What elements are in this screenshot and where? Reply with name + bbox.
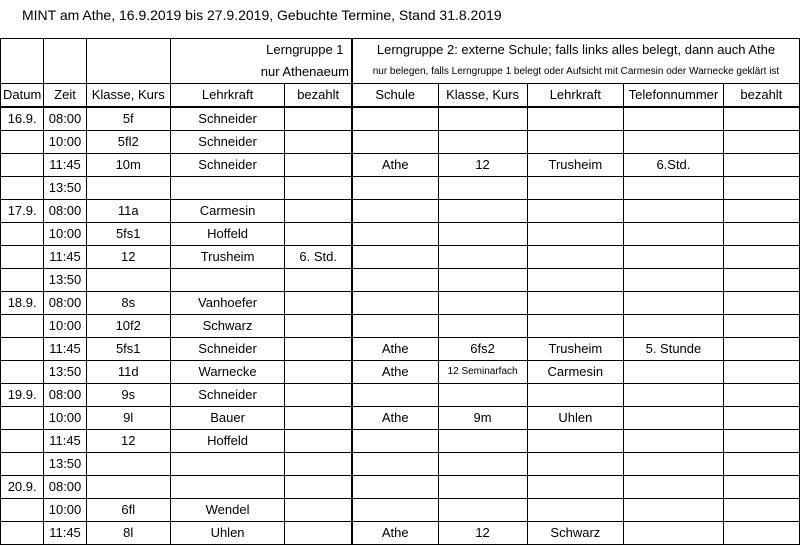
cell-bezahlt-2 (723, 131, 799, 154)
cell-zeit: 13:50 (44, 453, 86, 476)
cell-zeit: 10:00 (44, 223, 86, 246)
cell-telefonnummer (624, 361, 724, 384)
cell-lehrkraft: Uhlen (170, 522, 285, 545)
cell-datum (1, 407, 44, 430)
blank-cell (44, 39, 86, 62)
cell-lehrkraft: Schneider (170, 154, 285, 177)
cell-klasse: 5f (86, 107, 170, 131)
cell-telefonnummer (624, 453, 724, 476)
cell-datum (1, 499, 44, 522)
header-schule: Schule (352, 84, 438, 108)
cell-zeit: 10:00 (44, 407, 86, 430)
cell-lehrkraft-2 (527, 269, 624, 292)
cell-telefonnummer (624, 407, 724, 430)
cell-bezahlt-2 (723, 407, 799, 430)
cell-zeit: 13:50 (44, 269, 86, 292)
cell-zeit: 11:45 (44, 522, 86, 545)
cell-zeit: 11:45 (44, 338, 86, 361)
cell-datum: 20.9. (1, 476, 44, 499)
blank-cell (44, 61, 86, 84)
cell-telefonnummer (624, 107, 724, 131)
cell-bezahlt (285, 154, 352, 177)
cell-lehrkraft (170, 269, 285, 292)
header-zeit: Zeit (44, 84, 86, 108)
cell-klasse: 5fs1 (86, 223, 170, 246)
cell-lehrkraft-2 (527, 223, 624, 246)
header-lehrkraft: Lehrkraft (170, 84, 285, 108)
cell-klasse-2 (438, 131, 527, 154)
table-row (1, 154, 800, 177)
cell-bezahlt (285, 315, 352, 338)
cell-bezahlt (285, 223, 352, 246)
cell-klasse-2: 12 (438, 154, 527, 177)
cell-telefonnummer (624, 200, 724, 223)
cell-schule: Athe (352, 407, 438, 430)
cell-klasse-2 (438, 269, 527, 292)
cell-bezahlt-2 (723, 246, 799, 269)
cell-klasse-2 (438, 223, 527, 246)
cell-bezahlt (285, 200, 352, 223)
group2-title: Lerngruppe 2: externe Schule; falls links alles belegt, dann auch Athe (352, 39, 800, 62)
cell-bezahlt-2 (723, 200, 799, 223)
cell-lehrkraft: Hoffeld (170, 430, 285, 453)
cell-bezahlt (285, 384, 352, 407)
cell-lehrkraft-2 (527, 292, 624, 315)
group1-title: Lerngruppe 1 (170, 39, 352, 62)
cell-klasse: 12 (86, 246, 170, 269)
cell-bezahlt (285, 177, 352, 200)
cell-bezahlt (285, 361, 352, 384)
cell-lehrkraft-2: Trusheim (527, 338, 624, 361)
cell-bezahlt (285, 476, 352, 499)
cell-telefonnummer: 6.Std. (624, 154, 724, 177)
cell-lehrkraft-2: Uhlen (527, 407, 624, 430)
header-datum: Datum (1, 84, 44, 108)
cell-lehrkraft: Schneider (170, 384, 285, 407)
cell-datum (1, 522, 44, 545)
cell-schule (352, 200, 438, 223)
cell-klasse (86, 453, 170, 476)
cell-klasse-2 (438, 315, 527, 338)
cell-bezahlt: 6. Std. (285, 246, 352, 269)
table-row (1, 315, 800, 338)
header-klasse: Klasse, Kurs (86, 84, 170, 108)
cell-lehrkraft: Warnecke (170, 361, 285, 384)
cell-telefonnummer: 5. Stunde (624, 338, 724, 361)
cell-zeit: 08:00 (44, 292, 86, 315)
cell-zeit: 11:45 (44, 154, 86, 177)
cell-bezahlt-2 (723, 315, 799, 338)
cell-datum (1, 154, 44, 177)
cell-bezahlt (285, 407, 352, 430)
cell-bezahlt-2 (723, 453, 799, 476)
cell-lehrkraft-2: Carmesin (527, 361, 624, 384)
cell-klasse: 12 (86, 430, 170, 453)
cell-lehrkraft-2 (527, 177, 624, 200)
header-klasse-2: Klasse, Kurs (438, 84, 527, 108)
document-title: MINT am Athe, 16.9.2019 bis 27.9.2019, Gebuchte Termine, Stand 31.8.2019 (22, 7, 502, 23)
cell-bezahlt-2 (723, 361, 799, 384)
table-row (1, 269, 800, 292)
cell-bezahlt-2 (723, 107, 799, 131)
cell-klasse: 5fl2 (86, 131, 170, 154)
cell-bezahlt (285, 292, 352, 315)
cell-klasse-2: 12 Seminarfach (438, 361, 527, 384)
cell-klasse: 6fl (86, 499, 170, 522)
table-row (1, 476, 800, 499)
group2-subtitle: nur belegen, falls Lerngruppe 1 belegt oder Aufsicht mit Carmesin oder Warnecke geklärt ist (352, 61, 800, 84)
cell-schule: Athe (352, 522, 438, 545)
cell-telefonnummer (624, 246, 724, 269)
cell-datum (1, 246, 44, 269)
table-row (1, 384, 800, 407)
blank-cell (1, 61, 44, 84)
cell-bezahlt (285, 338, 352, 361)
cell-klasse (86, 177, 170, 200)
table-row (1, 200, 800, 223)
cell-telefonnummer (624, 177, 724, 200)
cell-klasse-2 (438, 453, 527, 476)
group1-subtitle: nur Athenaeum (170, 61, 352, 84)
cell-lehrkraft: Trusheim (170, 246, 285, 269)
cell-klasse: 5fs1 (86, 338, 170, 361)
cell-schule (352, 453, 438, 476)
cell-klasse-2 (438, 430, 527, 453)
cell-telefonnummer (624, 269, 724, 292)
cell-klasse-2 (438, 246, 527, 269)
cell-lehrkraft-2 (527, 131, 624, 154)
cell-bezahlt (285, 269, 352, 292)
cell-bezahlt-2 (723, 338, 799, 361)
cell-telefonnummer (624, 315, 724, 338)
cell-lehrkraft-2 (527, 107, 624, 131)
cell-klasse: 11a (86, 200, 170, 223)
cell-datum (1, 177, 44, 200)
cell-schule (352, 177, 438, 200)
cell-klasse-2 (438, 499, 527, 522)
cell-lehrkraft-2 (527, 453, 624, 476)
cell-schule (352, 430, 438, 453)
blank-cell (86, 39, 170, 62)
table-row (1, 430, 800, 453)
table-row (1, 177, 800, 200)
cell-lehrkraft-2 (527, 384, 624, 407)
cell-telefonnummer (624, 384, 724, 407)
cell-bezahlt (285, 131, 352, 154)
cell-lehrkraft: Schneider (170, 131, 285, 154)
cell-telefonnummer (624, 499, 724, 522)
cell-datum (1, 131, 44, 154)
cell-datum: 19.9. (1, 384, 44, 407)
cell-datum (1, 338, 44, 361)
cell-schule (352, 499, 438, 522)
cell-telefonnummer (624, 223, 724, 246)
cell-zeit: 10:00 (44, 499, 86, 522)
table-row (1, 338, 800, 361)
cell-bezahlt-2 (723, 384, 799, 407)
cell-klasse: 8s (86, 292, 170, 315)
cell-datum (1, 430, 44, 453)
table-row (1, 246, 800, 269)
blank-cell (86, 61, 170, 84)
cell-lehrkraft (170, 476, 285, 499)
cell-datum: 17.9. (1, 200, 44, 223)
cell-datum (1, 269, 44, 292)
cell-telefonnummer (624, 476, 724, 499)
cell-schule (352, 384, 438, 407)
header-bezahlt: bezahlt (285, 84, 352, 108)
header-row (1, 84, 800, 108)
cell-lehrkraft (170, 177, 285, 200)
cell-telefonnummer (624, 131, 724, 154)
cell-klasse: 11d (86, 361, 170, 384)
cell-zeit: 11:45 (44, 430, 86, 453)
cell-lehrkraft: Vanhoefer (170, 292, 285, 315)
cell-klasse-2: 6fs2 (438, 338, 527, 361)
header-bezahlt-2: bezahlt (723, 84, 799, 108)
cell-datum: 18.9. (1, 292, 44, 315)
cell-zeit: 08:00 (44, 107, 86, 131)
table-row (1, 361, 800, 384)
cell-lehrkraft-2 (527, 499, 624, 522)
cell-datum (1, 315, 44, 338)
cell-klasse: 9s (86, 384, 170, 407)
cell-klasse: 10m (86, 154, 170, 177)
cell-lehrkraft: Carmesin (170, 200, 285, 223)
cell-bezahlt-2 (723, 292, 799, 315)
cell-schule (352, 315, 438, 338)
cell-klasse-2 (438, 107, 527, 131)
cell-bezahlt-2 (723, 522, 799, 545)
cell-schule (352, 292, 438, 315)
cell-bezahlt-2 (723, 430, 799, 453)
cell-klasse-2 (438, 177, 527, 200)
cell-zeit: 10:00 (44, 131, 86, 154)
cell-klasse-2 (438, 476, 527, 499)
cell-lehrkraft: Schneider (170, 107, 285, 131)
cell-zeit: 08:00 (44, 200, 86, 223)
cell-lehrkraft-2: Schwarz (527, 522, 624, 545)
cell-lehrkraft-2 (527, 430, 624, 453)
cell-telefonnummer (624, 430, 724, 453)
cell-datum (1, 361, 44, 384)
cell-lehrkraft: Wendel (170, 499, 285, 522)
cell-zeit: 10:00 (44, 315, 86, 338)
cell-schule (352, 223, 438, 246)
table-row (1, 453, 800, 476)
table-row (1, 131, 800, 154)
cell-bezahlt-2 (723, 269, 799, 292)
cell-bezahlt (285, 453, 352, 476)
cell-zeit: 08:00 (44, 476, 86, 499)
cell-lehrkraft-2 (527, 246, 624, 269)
cell-lehrkraft-2 (527, 200, 624, 223)
cell-klasse-2 (438, 292, 527, 315)
cell-zeit: 13:50 (44, 361, 86, 384)
cell-klasse-2 (438, 200, 527, 223)
cell-schule (352, 246, 438, 269)
cell-lehrkraft: Hoffeld (170, 223, 285, 246)
cell-datum (1, 453, 44, 476)
cell-bezahlt-2 (723, 177, 799, 200)
cell-lehrkraft: Schneider (170, 338, 285, 361)
cell-zeit: 11:45 (44, 246, 86, 269)
cell-lehrkraft: Schwarz (170, 315, 285, 338)
cell-schule: Athe (352, 154, 438, 177)
cell-datum (1, 223, 44, 246)
cell-lehrkraft-2: Trusheim (527, 154, 624, 177)
cell-lehrkraft (170, 453, 285, 476)
blank-cell (1, 39, 44, 62)
cell-telefonnummer (624, 522, 724, 545)
cell-schule: Athe (352, 338, 438, 361)
table-row (1, 522, 800, 545)
cell-schule (352, 476, 438, 499)
schedule-table (0, 38, 800, 545)
cell-schule (352, 107, 438, 131)
cell-bezahlt-2 (723, 499, 799, 522)
cell-klasse: 9l (86, 407, 170, 430)
cell-klasse (86, 476, 170, 499)
cell-schule (352, 269, 438, 292)
cell-bezahlt-2 (723, 223, 799, 246)
cell-bezahlt (285, 430, 352, 453)
cell-schule: Athe (352, 361, 438, 384)
table-row (1, 499, 800, 522)
header-lehrkraft-2: Lehrkraft (527, 84, 624, 108)
table-row (1, 223, 800, 246)
table-row (1, 107, 800, 131)
cell-bezahlt (285, 107, 352, 131)
cell-klasse: 10f2 (86, 315, 170, 338)
table-row (1, 292, 800, 315)
cell-bezahlt (285, 499, 352, 522)
cell-telefonnummer (624, 292, 724, 315)
cell-schule (352, 131, 438, 154)
cell-lehrkraft-2 (527, 315, 624, 338)
cell-zeit: 08:00 (44, 384, 86, 407)
cell-datum: 16.9. (1, 107, 44, 131)
cell-klasse-2 (438, 384, 527, 407)
cell-bezahlt-2 (723, 476, 799, 499)
cell-klasse (86, 269, 170, 292)
cell-klasse-2: 12 (438, 522, 527, 545)
cell-bezahlt (285, 522, 352, 545)
cell-klasse-2: 9m (438, 407, 527, 430)
cell-zeit: 13:50 (44, 177, 86, 200)
cell-klasse: 8l (86, 522, 170, 545)
cell-lehrkraft-2 (527, 476, 624, 499)
header-telefonnummer: Telefonnummer (624, 84, 724, 108)
table-row (1, 407, 800, 430)
cell-lehrkraft: Bauer (170, 407, 285, 430)
cell-bezahlt-2 (723, 154, 799, 177)
